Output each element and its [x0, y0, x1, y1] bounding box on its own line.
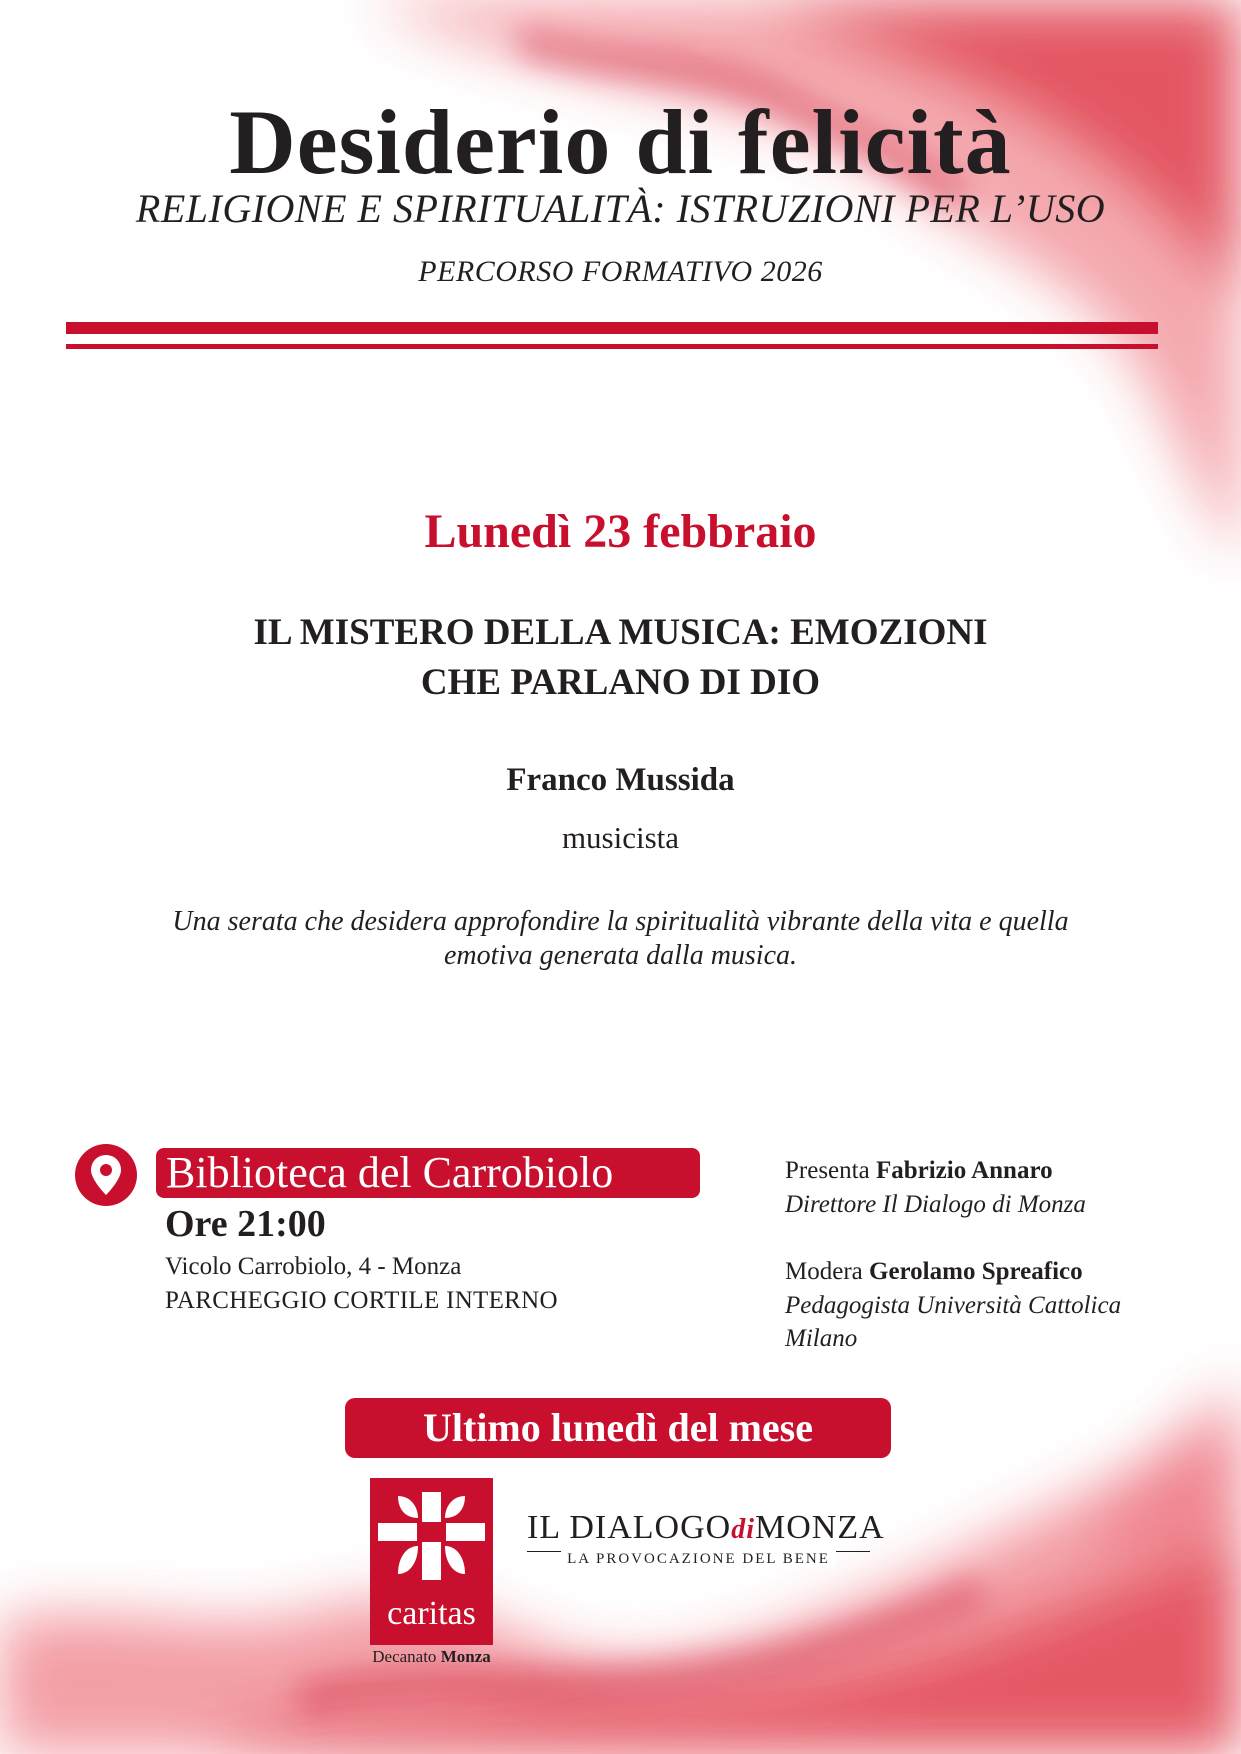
moderator-role-line1: Pedagogista Università Cattolica: [785, 1292, 1122, 1319]
page-subtitle: RELIGIONE E SPIRITUALITÀ: ISTRUZIONI PER L’USO: [135, 186, 1106, 231]
event-description: [0, 905, 1241, 973]
event-topic-line2: CHE PARLANO DI DIO: [420, 662, 821, 703]
location-pin-icon: [74, 1143, 138, 1207]
speaker-role: musicista: [561, 820, 680, 855]
decanato-city: Monza: [440, 1647, 491, 1666]
speaker-name: Franco Mussida: [506, 762, 735, 798]
event-topic: [0, 608, 1241, 708]
caritas-logo: [370, 1478, 493, 1645]
venue-name: Biblioteca del Carrobiolo: [166, 1148, 614, 1197]
moderator-label: Modera: [785, 1258, 863, 1285]
moderator-role-line2: Milano: [785, 1325, 858, 1352]
presenter-name: Fabrizio Annaro: [875, 1157, 1053, 1184]
moderator-line: [785, 1255, 1083, 1288]
monthly-banner-text: Ultimo lunedì del mese: [423, 1405, 813, 1450]
presenter-role: Direttore Il Dialogo di Monza: [785, 1191, 1086, 1218]
presenter-line: [785, 1154, 1053, 1187]
dialogo-monza-logo: [527, 1508, 885, 1567]
header-rule-thin: [66, 344, 1158, 349]
dialogo-tagline: LA PROVOCAZIONE DEL BENE: [527, 1550, 870, 1568]
event-description-line1: Una serata che desidera approfondire la spiritualità vibrante della vita e quella: [172, 906, 1069, 937]
event-time: Ore 21:00: [165, 1203, 326, 1245]
venue-address: Vicolo Carrobiolo, 4 - Monza: [165, 1253, 462, 1280]
event-description-line2: emotiva generata dalla musica.: [443, 940, 798, 971]
presenter-label: Presenta: [785, 1157, 870, 1184]
dialogo-wordmark: IL DIALOGOdiMONZA: [527, 1509, 885, 1546]
parking-info: PARCHEGGIO CORTILE INTERNO: [165, 1287, 558, 1314]
page-title: Desiderio di felicità: [229, 91, 1012, 193]
moderator-name: Gerolamo Spreafico: [869, 1258, 1083, 1285]
event-date: Lunedì 23 febbraio: [424, 505, 817, 558]
course-label: PERCORSO FORMATIVO 2026: [418, 255, 823, 288]
event-topic-line1: IL MISTERO DELLA MUSICA: EMOZIONI: [253, 612, 988, 653]
decanato-label: Decanato Monza: [372, 1647, 491, 1666]
caritas-wordmark: caritas: [387, 1595, 476, 1632]
header-rule-thick: [66, 322, 1158, 334]
caritas-cross-icon: [370, 1478, 493, 1598]
